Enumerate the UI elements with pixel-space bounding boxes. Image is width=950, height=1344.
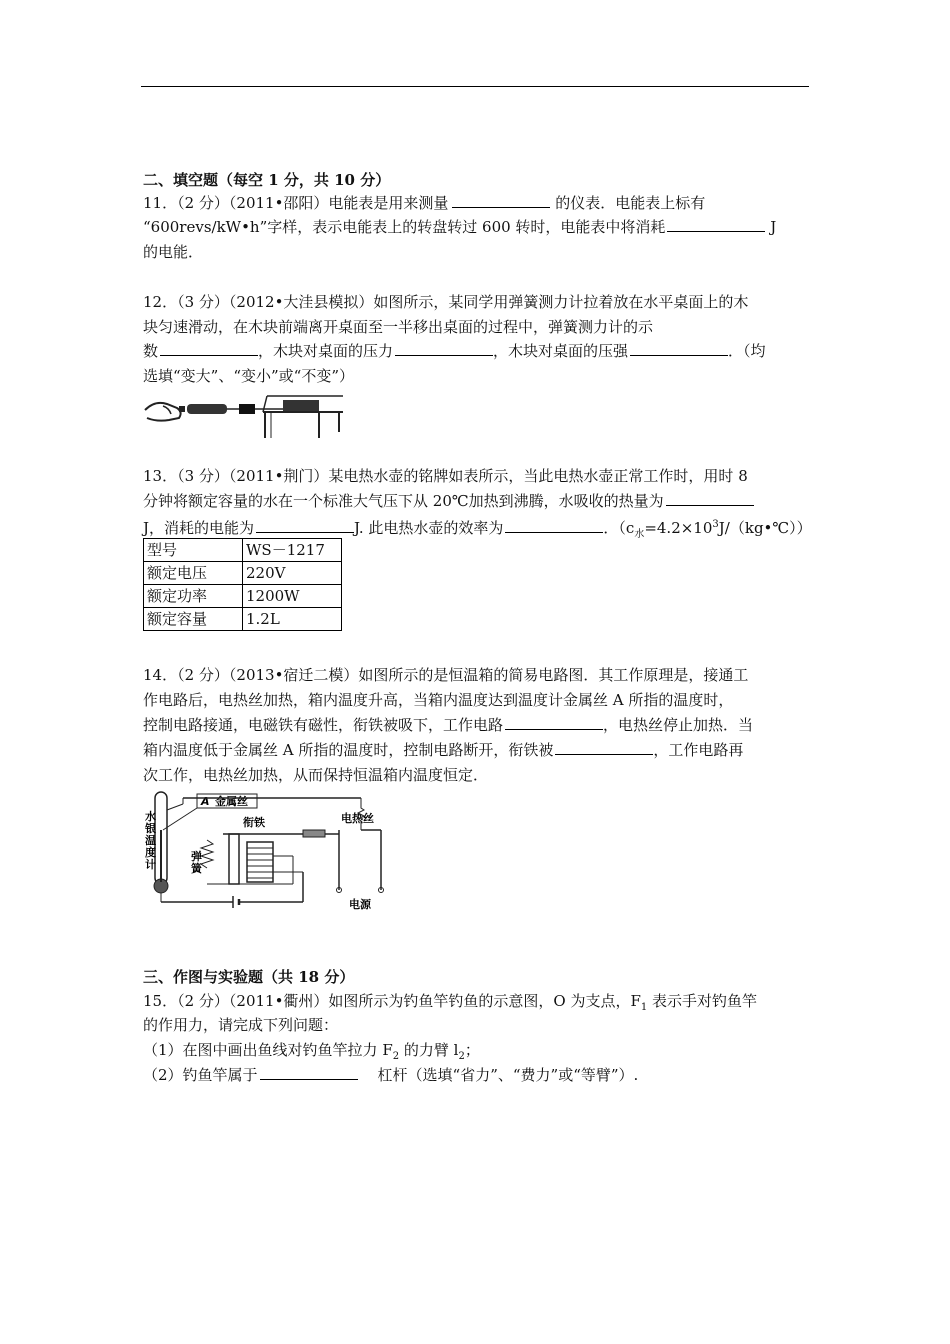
- question-14-line: 次工作，电热丝加热，从而保持恒温箱内温度恒定．: [143, 766, 489, 784]
- question-14-line: 箱内温度低于金属丝 A 所指的温度时，控制电路断开，衔铁被 ，工作电路再: [143, 741, 744, 759]
- kettle-nameplate-table: [143, 538, 342, 631]
- answer-blank[interactable]: [505, 715, 603, 730]
- answer-blank[interactable]: [630, 341, 728, 356]
- table-row: 额定容量 1.2L: [144, 608, 342, 631]
- question-15-line: 的作用力，请完成下列问题：: [143, 1016, 339, 1034]
- question-15-line: 15．（2 分）（2011•衢州）如图所示为钓鱼竿钓鱼的示意图，O 为支点，$F_1$ 表示手对钓鱼竿: [143, 992, 758, 1013]
- answer-blank[interactable]: [452, 193, 550, 208]
- question-14-line: 14．（2 分）（2013•宿迁二模）如图所示的是恒温箱的简易电路图．其工作原理是，接通工: [143, 666, 749, 684]
- question-12-line: 块匀速滑动，在木块前端离开桌面至一半移出桌面的过程中，弹簧测力计的示: [143, 318, 654, 336]
- question-13-line: J，消耗的电能为 J. 此电热水壶的效率为 ．$(c_水=4.2\times 10^3J/(kg•℃))$: [143, 519, 812, 540]
- thermometer-label: 水银温度计: [145, 810, 156, 871]
- answer-blank[interactable]: [260, 1065, 358, 1080]
- svg-text:电源: 电源: [349, 898, 371, 911]
- answer-blank[interactable]: [666, 491, 754, 506]
- question-14-line: 控制电路接通，电磁铁有磁性，衔铁被吸下，工作电路 ，电热丝停止加热．当: [143, 716, 754, 734]
- answer-blank[interactable]: [256, 518, 354, 533]
- question-12-line: 数 ，木块对桌面的压力 ，木块对桌面的压强 ．（均: [143, 342, 766, 360]
- svg-text:弹簧: 弹簧: [191, 850, 202, 875]
- question-13-line: 13．（3 分）（2011•荆门）某电热水壶的铭牌如表所示，当此电热水壶正常工作时，用时 8: [143, 467, 748, 485]
- answer-blank[interactable]: [160, 341, 258, 356]
- table-row: 额定电压 220V: [144, 562, 342, 585]
- question-11-line: 的电能．: [143, 243, 204, 261]
- table-row: 额定功率 1200W: [144, 585, 342, 608]
- question-15-line: （1）在图中画出鱼线对钓鱼竿拉力 $F_2$ 的力臂 $l_2$；: [143, 1041, 480, 1062]
- answer-blank[interactable]: [555, 740, 653, 755]
- question-12-line: 选填“变大”、“变小”或“不变”）: [143, 367, 355, 385]
- question-12-line: 12．（3 分）（2012•大洼县模拟）如图所示，某同学用弹簧测力计拉着放在水平桌面上的木: [143, 293, 749, 311]
- header-rule: [141, 86, 809, 87]
- answer-blank[interactable]: [667, 217, 765, 232]
- spring-scale-figure: [143, 392, 343, 438]
- question-11-line: “600revs/kW•h”字样，表示电能表上的转盘转过 600 转时，电能表中将消耗 J: [143, 218, 777, 236]
- svg-text:衔铁: 衔铁: [243, 816, 265, 829]
- svg-text:金属丝: 金属丝: [215, 795, 248, 808]
- question-15-line: （2）钓鱼竿属于 杠杆（选填“省力”、“费力”或“等臂”）.: [143, 1066, 639, 1084]
- answer-blank[interactable]: [395, 341, 493, 356]
- question-13-line: 分钟将额定容量的水在一个标准大气压下从 20℃加热到沸腾，水吸收的热量为: [143, 490, 754, 512]
- svg-text:A: A: [201, 795, 210, 808]
- question-14-line: 作电路后，电热丝加热，箱内温度升高，当箱内温度达到温度计金属丝 A 所指的温度时，: [143, 691, 734, 709]
- thermostat-circuit-figure: [143, 790, 393, 912]
- answer-blank[interactable]: [505, 518, 603, 533]
- section-title: 三、作图与实验题（共 18 分）: [143, 968, 355, 986]
- section-title: 二、填空题（每空 1 分，共 10 分）: [143, 171, 391, 189]
- svg-text:电热丝: 电热丝: [341, 812, 374, 825]
- table-row: 型号 WS－1217: [144, 539, 342, 562]
- question-11-line: 11．（2 分）（2011•邵阳）电能表是用来测量 的仪表．电能表上标有: [143, 194, 706, 212]
